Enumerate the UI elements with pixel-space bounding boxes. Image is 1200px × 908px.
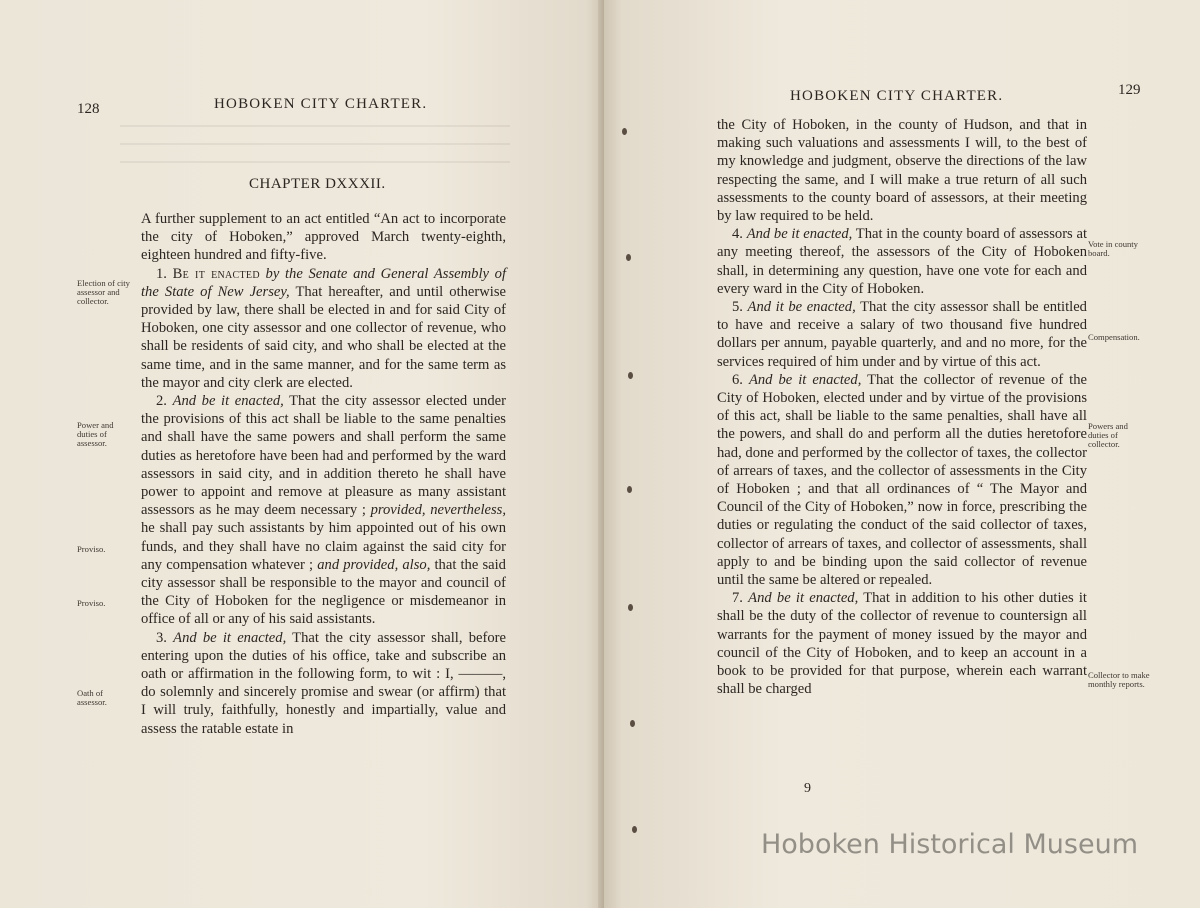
chapter-title: CHAPTER DXXXII. [249, 176, 386, 192]
section-6 [717, 371, 1087, 589]
binding-hole [622, 128, 627, 135]
section-4-text: That in the county board of assessors at any meeting thereof, the assessors of the City of Hoboken shall, in determining any question, have one vote for each and every ward in the City of Hoboken. [717, 226, 1087, 297]
page-number-right: 129 [1118, 82, 1141, 98]
binding-hole [630, 720, 635, 727]
section-1 [141, 265, 506, 392]
section-1-enacting-clause: by the Senate and General Assembly of the State of New Jersey, [141, 265, 507, 300]
section-7-text: That in addition to his other duties it shall be the duty of the collector of revenue to countersign all warrants for the payment of money issued by the mayor and council of the City of Hoboken, and to keep an account in a book to be provided for that purpose, wherein each warrant shall be charged [717, 590, 1087, 698]
section-2-number: 2. [156, 393, 167, 410]
right-body [717, 116, 1087, 699]
section-6-number: 6. [732, 371, 743, 388]
section-6-enacted: And be it enacted, [748, 371, 862, 388]
binding-hole [627, 486, 632, 493]
section-1-lead: Be it enacted [172, 265, 260, 282]
section-1-text: That hereafter, and until otherwise provided by law, there shall be elected in and for said City of Hoboken, one city assessor and one collector of revenue, who shall be residents of said city, and who shall be elected at the same time, and in the same manner, and for the same term as the mayor and city clerk are elected. [141, 283, 507, 391]
margin-note-power: Power and duties of assessor. [77, 420, 114, 448]
section-2-proviso-1: provided, nevertheless, [370, 502, 506, 519]
show-through [120, 125, 510, 165]
binding-hole [628, 604, 633, 611]
section-4 [717, 225, 1087, 298]
section-3 [141, 629, 506, 738]
margin-note-election: Election of city assessor and collector. [77, 278, 130, 306]
section-4-number: 4. [732, 226, 743, 243]
section-5 [717, 298, 1087, 371]
margin-note-collector: Collector to make monthly reports. [1088, 670, 1150, 689]
margin-note-compensation: Compensation. [1088, 332, 1140, 342]
left-body [141, 210, 506, 738]
running-head-left: HOBOKEN CITY CHARTER. [214, 96, 428, 112]
margin-note-oath: Oath of assessor. [77, 688, 107, 707]
margin-note-vote: Vote in county board. [1088, 239, 1138, 258]
section-1-number: 1. [156, 265, 167, 282]
section-2-enacted: And be it enacted, [172, 393, 284, 410]
right-page [604, 0, 1200, 908]
margin-note-proviso-2: Proviso. [77, 598, 106, 608]
signature-mark: 9 [804, 781, 811, 796]
binding-hole [628, 372, 633, 379]
section-2 [141, 392, 506, 629]
page-number-left: 128 [77, 101, 100, 117]
binding-hole [626, 254, 631, 261]
section-4-enacted: And be it enacted, [746, 226, 853, 243]
preamble: A further supplement to an act entitled “An act to incorporate the city of Hoboken,” approved March twenty-eighth, eighteen hundred and fifty-five. [141, 211, 506, 264]
binding-hole [632, 826, 637, 833]
section-3-text: That the city assessor shall, before entering upon the duties of his office, take and subscribe an oath or affirmation in the following form, to wit : I, ———, do solemnly and sincerely promise and swear (or affirm) that I will truly, faithfully, honestly and impartially, value and assess the ratable estate in [141, 629, 506, 737]
section-7 [717, 589, 1087, 698]
section-3-number: 3. [156, 629, 167, 646]
museum-watermark: Hoboken Historical Museum [760, 829, 1138, 860]
section-2-text-a: That the city assessor elected under the provisions of this act shall be liable to the same penalties and shall have the same powers and shall perform the same duties as heretofore have been had and performed by the ward assessors in said city, and in addition thereto he shall have power to appoint and remove at pleasure as many assistant assessors as he may deem necessary ; [141, 393, 506, 519]
section-2-text-b: he shall pay such assistants by him appointed out of his own funds, and they shall have no claim against the said city for any compensation whatever ; [141, 520, 506, 573]
section-7-enacted: And be it enacted, [748, 590, 859, 607]
section-5-number: 5. [732, 299, 743, 316]
section-2-text-c: that the said city assessor shall be responsible to the mayor and council of the City of Hoboken for the negligence or misdemeanor in office of all or any of his said assistants. [141, 556, 506, 628]
section-6-text: That the collector of revenue of the City of Hoboken, elected under and by virtue of the provisions of this act, shall be liable to the same penalties, shall have all the powers, and shall do and perform all the duties heretofore had, done and performed by the collector of taxes, the collector of arrears of taxes, and the collector of assessments in the City of Hoboken ; and that all ordinances of “ The Mayor and Council of the City of Hoboken,” now in force, prescribing the duties or regulating the conduct of the said collector of taxes, collector of arrears of taxes, and collector of assessments, shall apply to and be binding upon the said collector of revenue until the same be altered or repealed. [717, 371, 1087, 589]
section-3-enacted: And be it enacted, [173, 629, 287, 646]
section-7-number: 7. [732, 590, 743, 607]
section-2-proviso-2: and provided, also, [317, 556, 431, 573]
section-5-enacted: And it be enacted, [747, 299, 856, 316]
margin-note-proviso-1: Proviso. [77, 544, 106, 554]
running-head-right: HOBOKEN CITY CHARTER. [790, 88, 1004, 104]
oath-continuation: the City of Hoboken, in the county of Hudson, and that in making such valuations and assessments I will, to the best of my knowledge and judgment, observe the directions of the law respecting the same, and I will make a true return of all such assessments to the county board of assessors, at their meeting by law required to be held. [717, 117, 1087, 225]
margin-note-powers: Powers and duties of collector. [1088, 421, 1128, 449]
section-5-text: That the city assessor shall be entitled to have and receive a salary of two thousand five hundred dollars per annum, payable quarterly, and and no more, for the services required of him under and by virtue of this act. [717, 299, 1087, 370]
